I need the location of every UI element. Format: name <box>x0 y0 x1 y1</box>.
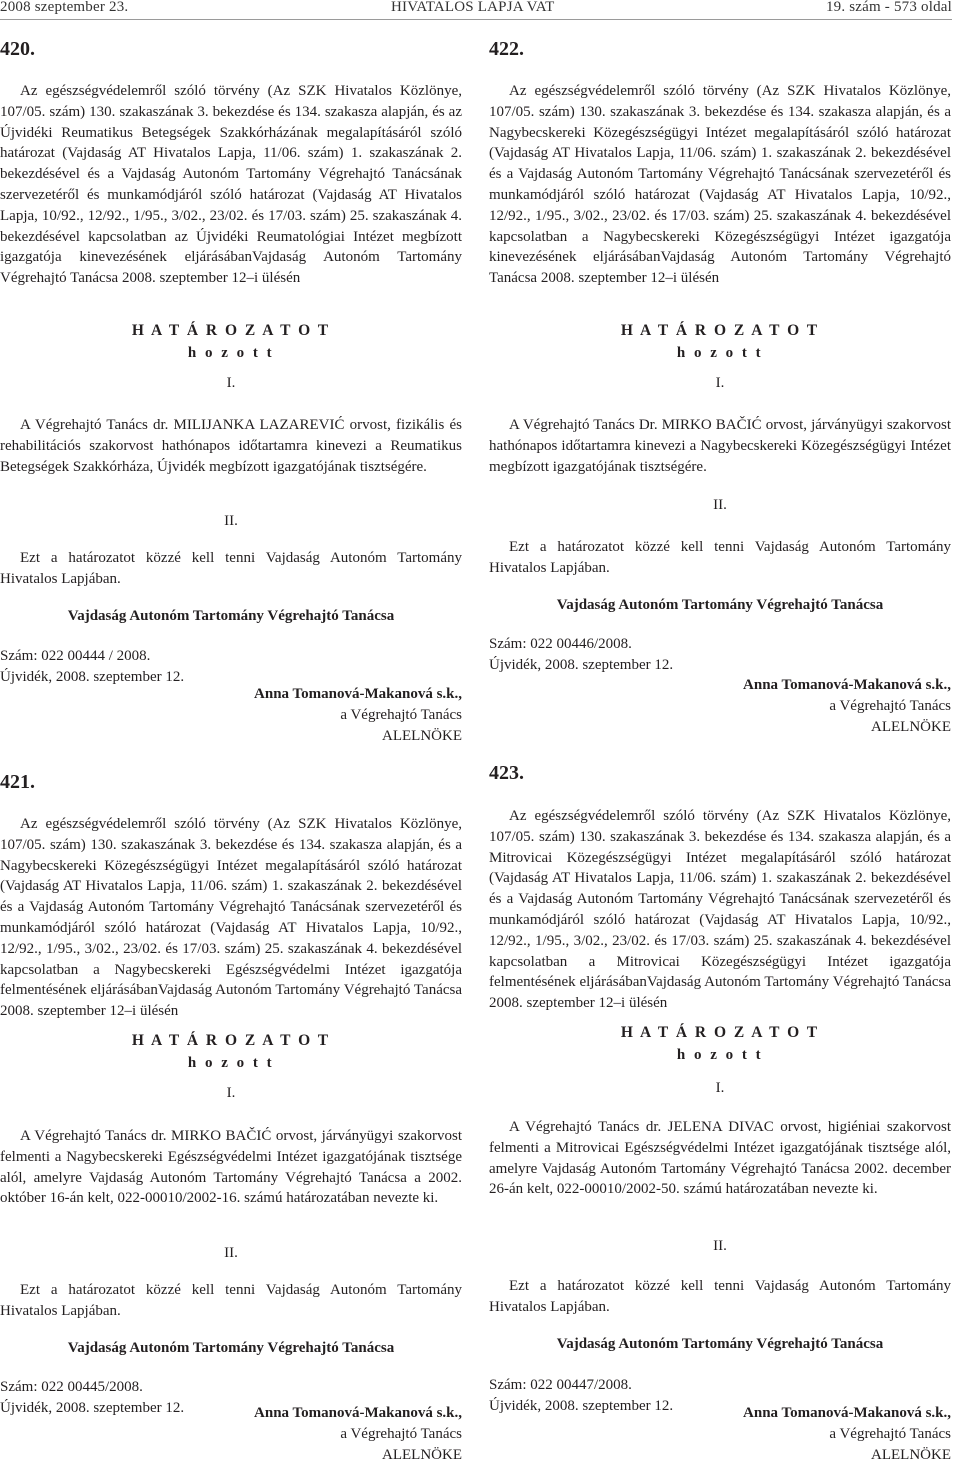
header-issue-page: 19. szám - 573 oldal <box>825 0 952 15</box>
decree-422-ref-number: Szám: 022 00446/2008. <box>489 636 632 652</box>
decree-422-section-2-text: Ezt a határozatot közzé kell tenni Vajdaság Autonóm Tartomány Hivatalos Lapjában. <box>489 539 951 576</box>
decree-421-ref-number: Szám: 022 00445/2008. <box>0 1379 143 1395</box>
right-column <box>489 0 951 1471</box>
decree-420-subheading: h o z o t t <box>187 345 275 361</box>
header-publication: HIVATALOS LAPJA VAT <box>391 0 555 15</box>
decree-421-signatory-title: ALELNÖKE <box>382 1446 462 1463</box>
decree-423-heading: H A T Á R O Z A T O T <box>620 1024 820 1041</box>
decree-421-heading: H A T Á R O Z A T O T <box>131 1032 331 1049</box>
decree-422-issuer: Vajdaság Autonóm Tartomány Végrehajtó Tanácsa <box>556 597 884 613</box>
decree-number-420: 420. <box>0 38 35 60</box>
decree-420-section-1-text: A Végrehajtó Tanács dr. MILIJANKA LAZAREVIĆ orvost, fizikális és rehabilitációs szakorvost hathónapos időtartamra kinevezi a Reumatikus Betegségek Szakkórháza, Újvidék megbízott igazgatójának tisztségére. <box>0 417 462 475</box>
decree-421-section-1-label: I. <box>226 1085 236 1101</box>
decree-420-section-2-label: II. <box>224 513 238 529</box>
decree-420-preamble: Az egészségvédelemről szóló törvény (Az SZK Hivatalos Közlönye, 107/05. szám) 130. szakaszának 3. bekezdése és 134. szakasza alapján, és az Újvidéki Reumatikus Betegségek Szakkórházának megalapításáról szóló határozat (Vajdaság AT Hivatalos Lapja, 11/06. szám) 1. szakaszának 2. bekezdésével és a Vajdaság Autonóm Tartomány Végrehajtó Tanácsának szervezetéről és munkamódjáról szóló határozat (Vajdaság AT Hivatalos Lapja, 10/92., 12/92., 1/95., 3/02., 23/02. és 17/03. szám) 25. szakaszának 4. bekezdésével kapcsolatban az Újvidéki Reumatológiai Intézet megbízott igazgatója kinevezésének eljárásábanVajdaság Autonóm Tartomány Végrehajtó Tanácsa 2008. szeptember 12–i ülésén <box>0 83 462 287</box>
decree-420-signatory-title: ALELNÖKE <box>382 727 462 744</box>
decree-423-place-date: Újvidék, 2008. szeptember 12. <box>489 1398 674 1414</box>
decree-423-section-1-label: I. <box>715 1080 725 1096</box>
decree-420-section-2-text: Ezt a határozatot közzé kell tenni Vajdaság Autonóm Tartomány Hivatalos Lapjában. <box>0 550 462 587</box>
decree-421-place-date: Újvidék, 2008. szeptember 12. <box>0 1400 185 1416</box>
decree-423-section-1-text: A Végrehajtó Tanács dr. JELENA DIVAC orvost, higiéniai szakorvost felmenti a Mitrovicai Egészségvédelmi Intézet igazgatójának tisztsége alól, amelyre Vajdaság Autonóm Tartomány Végrehajtó Tanácsa 2002. december 26-án kelt, 022-00010/2002-50. számú határozatában nevezte ki. <box>489 1119 951 1198</box>
decree-421-signatory: Anna Tomanová-Makanová s.k., <box>254 1405 462 1421</box>
decree-422-signatory-role: a Végrehajtó Tanács <box>829 697 951 714</box>
decree-421-section-2-text: Ezt a határozatot közzé kell tenni Vajdaság Autonóm Tartomány Hivatalos Lapjában. <box>0 1282 462 1319</box>
decree-423-section-2-text: Ezt a határozatot közzé kell tenni Vajdaság Autonóm Tartomány Hivatalos Lapjában. <box>489 1278 951 1315</box>
decree-423-issuer: Vajdaság Autonóm Tartomány Végrehajtó Tanácsa <box>556 1336 884 1352</box>
decree-420-place-date: Újvidék, 2008. szeptember 12. <box>0 669 185 685</box>
decree-421-section-2-label: II. <box>224 1245 238 1261</box>
decree-422-section-1-text: A Végrehajtó Tanács Dr. MIRKO BAČIĆ orvost, járványügyi szakorvost hathónapos időtartamra kinevezi a Nagybecskereki Közegészségügyi Intézet megbízott igazgatójának tisztségére. <box>489 417 951 475</box>
decree-421-preamble: Az egészségvédelemről szóló törvény (Az SZK Hivatalos Közlönye, 107/05. szám) 130. szakaszának 3. bekezdése és 134. szakasza alapján, és a Nagybecskereki Közegészségügyi Intézet megalapításáról szóló határozat (Vajdaság AT Hivatalos Lapja, 11/06. szám) 1. szakaszának 2. bekezdésével és a Vajdaság Autonóm Tartomány Végrehajtó Tanácsának szervezetéről és munkamódjáról szóló határozat (Vajdaság AT Hivatalos Lapja, 10/92., 12/92., 1/95., 3/02., 23/02. és 17/03. szám) 25. szakaszának 4. bekezdésével kapcsolatban a Nagybecskereki Egészségvédelmi Intézet igazgatója felmentésének eljárásábanVajdaság Autonóm Tartomány Végrehajtó Tanácsa 2008. szeptember 12–i ülésén <box>0 816 462 1020</box>
decree-423-section-2-label: II. <box>713 1238 727 1254</box>
decree-422-place-date: Újvidék, 2008. szeptember 12. <box>489 657 674 673</box>
decree-423-signatory-title: ALELNÖKE <box>871 1446 951 1463</box>
decree-421-signature-block <box>254 1403 462 1465</box>
decree-422-preamble: Az egészségvédelemről szóló törvény (Az SZK Hivatalos Közlönye, 107/05. szám) 130. szakaszának 3. bekezdése és 134. szakasza alapján, és a Nagybecskereki Közegészségügyi Intézet megalapításáról szóló határozat (Vajdaság AT Hivatalos Lapja, 11/06. szám) 1. szakaszának 2. bekezdésével és a Vajdaság Autonóm Tartomány Végrehajtó Tanácsának szervezetéről és munkamódjáról szóló határozat (Vajdaság AT Hivatalos Lapja, 10/92., 12/92., 1/95., 3/02., 23/02. és 17/03. szám) 25. szakaszának 4. bekezdésével kapcsolatban a Nagybecskereki Közegészségügyi Intézet igazgatója kinevezésének eljárásábanVajdaság Autonóm Tartomány Végrehajtó Tanácsa 2008. szeptember 12–i ülésén <box>489 83 951 287</box>
decree-422-subheading: h o z o t t <box>676 345 764 361</box>
decree-420-issuer: Vajdaság Autonóm Tartomány Végrehajtó Tanácsa <box>67 608 395 624</box>
decree-422-heading: H A T Á R O Z A T O T <box>620 322 820 339</box>
decree-422-section-2-label: II. <box>713 497 727 513</box>
decree-421-signatory-role: a Végrehajtó Tanács <box>340 1425 462 1442</box>
left-column <box>0 0 462 1471</box>
decree-number-423: 423. <box>489 762 524 784</box>
decree-420-section-1-label: I. <box>226 375 236 391</box>
decree-422-signatory: Anna Tomanová-Makanová s.k., <box>743 677 951 693</box>
decree-423-signatory-role: a Végrehajtó Tanács <box>829 1425 951 1442</box>
decree-422-signatory-title: ALELNÖKE <box>871 718 951 735</box>
decree-421-section-1-text: A Végrehajtó Tanács dr. MIRKO BAČIĆ orvost, járványügyi szakorvost felmenti a Nagybecskereki Egészségvédelmi Intézet igazgatójának tisztsége alól, amelyre Vajdaság Autonóm Tartomány Végrehajtó Tanácsa a 2002. október 16-án kelt, 022-00010/2002-16. számú határozatában nevezte ki. <box>0 1128 462 1207</box>
decree-423-ref-number: Szám: 022 00447/2008. <box>489 1377 632 1393</box>
decree-421-issuer: Vajdaság Autonóm Tartomány Végrehajtó Tanácsa <box>67 1340 395 1356</box>
decree-420-signature-block <box>254 684 462 746</box>
decree-420-signatory: Anna Tomanová-Makanová s.k., <box>254 686 462 702</box>
decree-423-preamble: Az egészségvédelemről szóló törvény (Az SZK Hivatalos Közlönye, 107/05. szám) 130. szakaszának 3. bekezdése és 134. szakasza alapján, és a Mitrovicai Közegészségügyi Intézet megalapításáról szóló határozat (Vajdaság AT Hivatalos Lapja, 11/06. szám) 1. szakaszának 2. bekezdésével és a Vajdaság Autonóm Tartomány Végrehajtó Tanácsának szervezetéről és munkamódjáról szóló határozat (Vajdaság AT Hivatalos Lapja, 10/92., 12/92., 1/95., 3/02., 23/02. és 17/03. szám) 25. szakaszának 4. bekezdésével kapcsolatban a Mitrovicai Közegészségügyi Intézet igazgatója felmentésének eljárásábanVajdaság Autonóm Tartomány Végrehajtó Tanácsa 2008. szeptember 12–i ülésén <box>489 808 951 1012</box>
decree-422-signature-block <box>743 675 951 737</box>
decree-number-422: 422. <box>489 38 524 60</box>
decree-420-ref-number: Szám: 022 00444 / 2008. <box>0 648 151 664</box>
decree-423-subheading: h o z o t t <box>676 1047 764 1063</box>
decree-420-signatory-role: a Végrehajtó Tanács <box>340 706 462 723</box>
decree-423-signatory: Anna Tomanová-Makanová s.k., <box>743 1405 951 1421</box>
decree-421-subheading: h o z o t t <box>187 1055 275 1071</box>
decree-423-signature-block <box>743 1403 951 1465</box>
decree-422-section-1-label: I. <box>715 375 725 391</box>
header-date: 2008 szeptember 23. <box>0 0 129 15</box>
decree-420-heading: H A T Á R O Z A T O T <box>131 322 331 339</box>
decree-number-421: 421. <box>0 771 35 793</box>
